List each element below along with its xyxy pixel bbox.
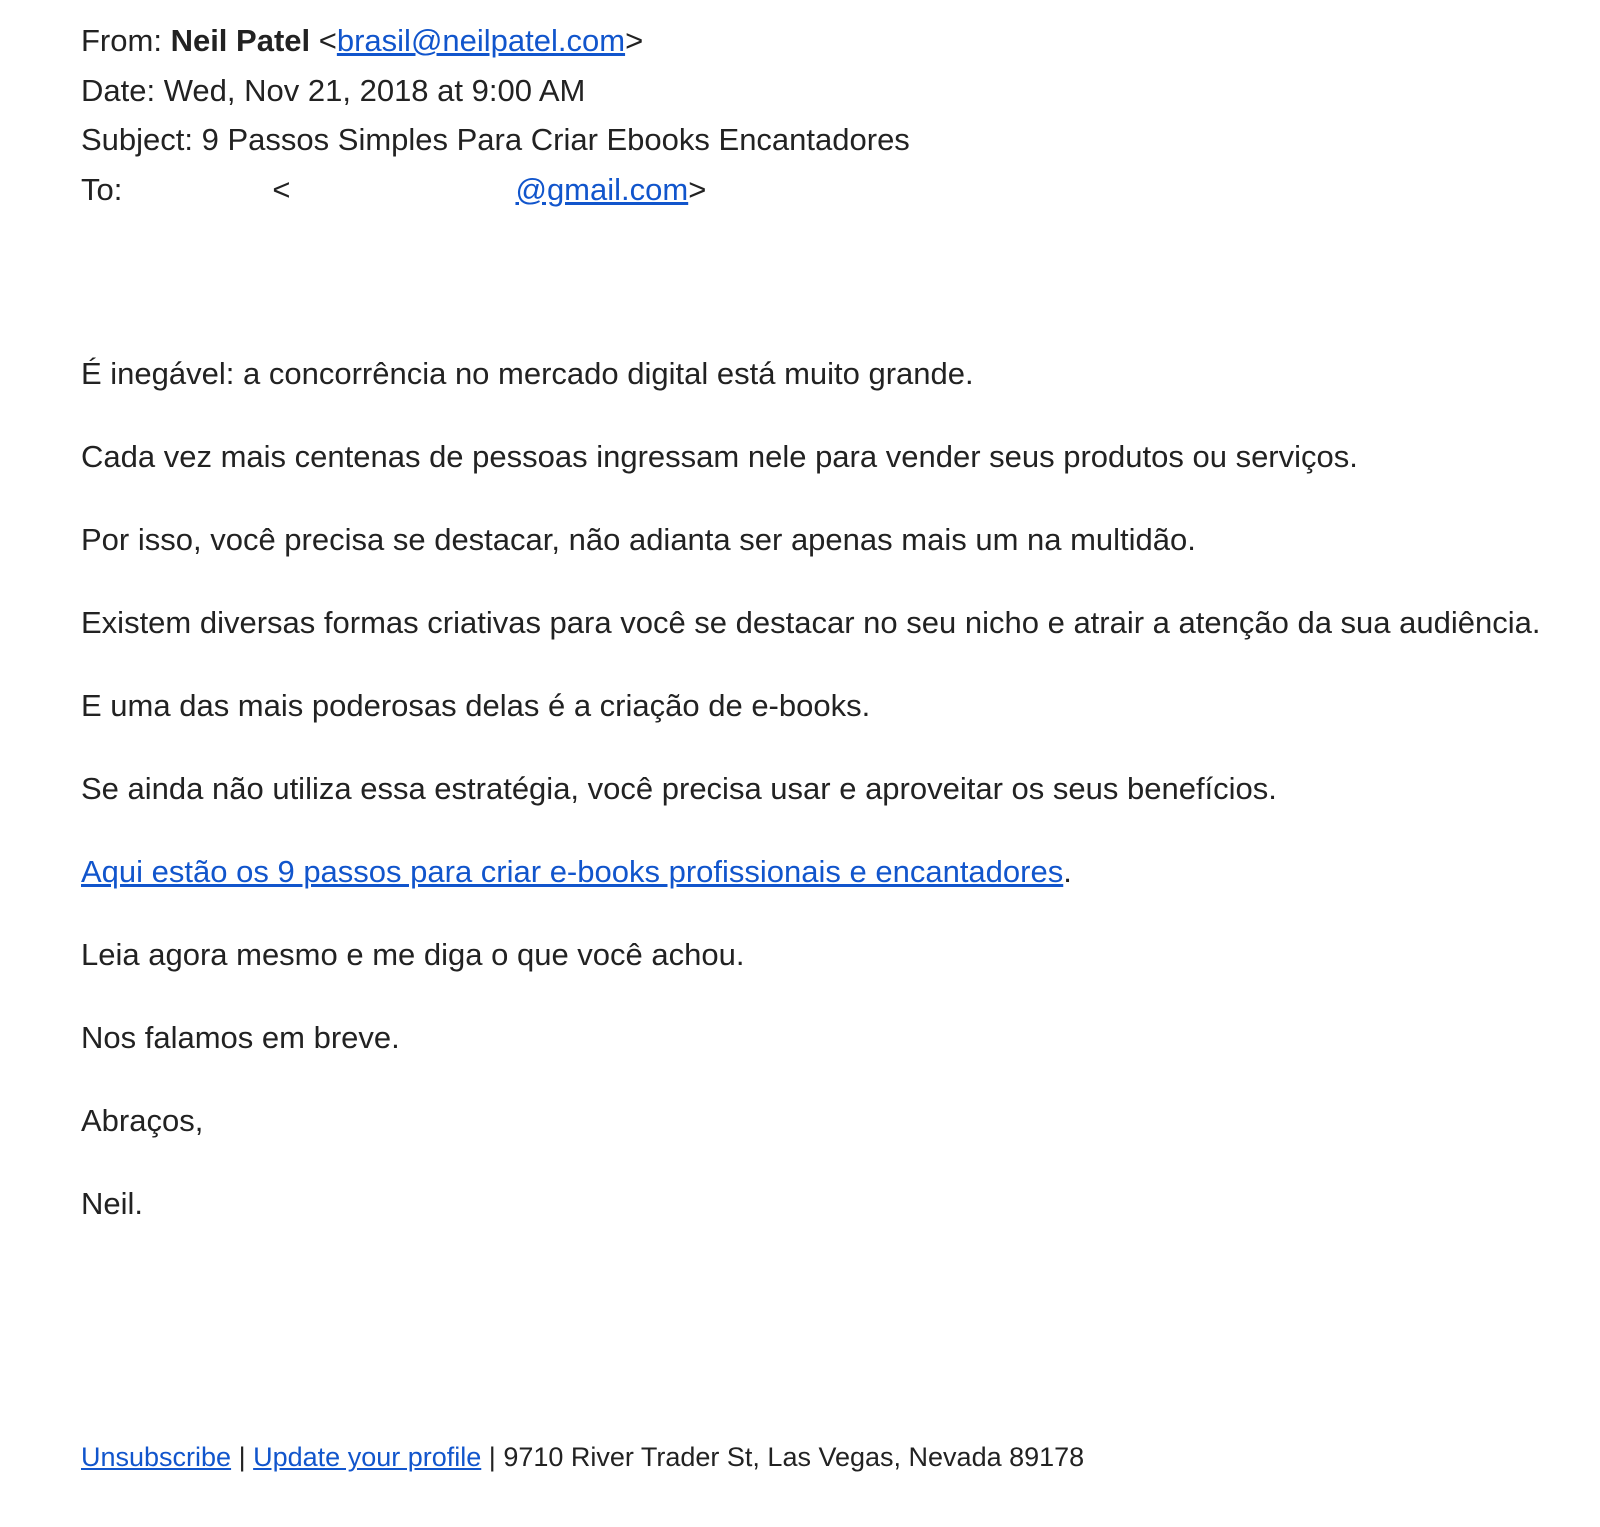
subject-label: Subject: xyxy=(81,122,194,157)
sender-name: Neil Patel xyxy=(170,23,311,58)
signature-text: Neil. xyxy=(81,1186,144,1221)
angle-close: > xyxy=(625,23,644,58)
angle-close: > xyxy=(688,171,707,207)
footer-address: 9710 River Trader St, Las Vegas, Nevada 89178 xyxy=(503,1442,1085,1472)
from-line xyxy=(81,16,910,66)
closing-text: Abraços, xyxy=(81,1103,204,1138)
angle-open: < xyxy=(318,23,337,58)
to-label: To: xyxy=(81,171,123,207)
date-value: Wed, Nov 21, 2018 at 9:00 AM xyxy=(163,72,586,108)
body-paragraph-8: Leia agora mesmo e me diga o que você achou. xyxy=(81,937,745,972)
body-paragraph-6: Se ainda não utiliza essa estratégia, você precisa usar e aproveitar os seus benefícios. xyxy=(81,771,1277,806)
sender-email-link[interactable]: brasil@neilpatel.com xyxy=(336,23,626,58)
body-paragraph-5: E uma das mais poderosas delas é a criação de e-books. xyxy=(81,688,871,723)
from-label: From: xyxy=(81,23,162,58)
date-line xyxy=(81,66,910,116)
update-profile-link[interactable]: Update your profile xyxy=(253,1442,482,1472)
unsubscribe-link[interactable]: Unsubscribe xyxy=(81,1442,232,1472)
recipient-email-link[interactable]: @gmail.com xyxy=(515,171,689,207)
body-paragraph-2: Cada vez mais centenas de pessoas ingressam nele para vender seus produtos ou serviços. xyxy=(81,439,1358,474)
body-paragraph-1: É inegável: a concorrência no mercado digital está muito grande. xyxy=(81,356,974,391)
ebook-steps-link[interactable]: Aqui estão os 9 passos para criar e-books profissionais e encantadores xyxy=(81,854,1064,889)
date-label: Date: xyxy=(81,72,156,108)
body-paragraph-3: Por isso, você precisa se destacar, não adianta ser apenas mais um na multidão. xyxy=(81,522,1196,557)
footer-separator-1: | xyxy=(238,1442,246,1472)
to-line xyxy=(81,165,910,215)
link-period: . xyxy=(1063,854,1072,889)
angle-open: < xyxy=(272,171,291,207)
body-paragraph-9: Nos falamos em breve. xyxy=(81,1020,400,1055)
email-body xyxy=(81,348,1571,1261)
body-paragraph-4: Existem diversas formas criativas para você se destacar no seu nicho e atrair a atenção da sua audiência. xyxy=(81,605,1541,640)
subject-value: 9 Passos Simples Para Criar Ebooks Encantadores xyxy=(201,122,910,157)
body-paragraph-link xyxy=(81,846,1571,898)
subject-line xyxy=(81,115,910,165)
footer-separator-2: | xyxy=(488,1442,496,1472)
email-footer xyxy=(81,1440,1084,1474)
email-header xyxy=(81,16,910,214)
